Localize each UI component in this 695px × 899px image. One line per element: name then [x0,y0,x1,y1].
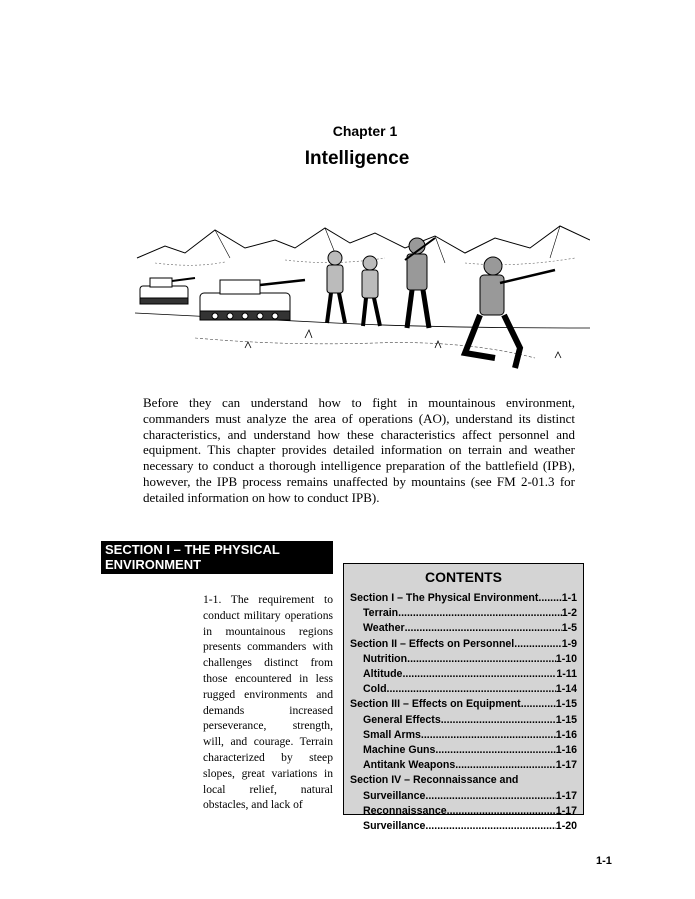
toc-leader-dots [447,804,556,819]
toc-leader-dots [538,591,561,606]
mountain-infantry-tanks-illustration [135,218,590,386]
toc-entry-label: Section IV – Reconnaissance and [350,774,519,787]
toc-entry[interactable] [350,804,577,819]
toc-entry[interactable] [350,819,577,834]
toc-leader-dots [455,758,556,773]
page-number: 1-1 [596,855,612,867]
toc-leader-dots [405,621,562,636]
toc-entry-page: 1-2 [561,607,577,620]
toc-leader-dots [407,652,556,667]
toc-entry-label: Antitank Weapons [363,759,456,772]
toc-entry-page: 1-17 [555,789,577,802]
toc-entry-page: 1-9 [561,637,577,650]
toc-entry[interactable] [350,591,577,606]
section-banner-line2: ENVIRONMENT [105,557,202,572]
toc-entry-page: 1-11 [556,668,577,681]
toc-leader-dots [435,743,555,758]
toc-entry[interactable] [350,789,577,804]
contents-list [350,591,577,834]
contents-title: CONTENTS [425,569,502,585]
toc-entry-page: 1-15 [555,698,577,711]
toc-leader-dots [425,789,555,804]
toc-entry[interactable] [350,728,577,743]
toc-entry-page: 1-17 [555,759,577,772]
toc-entry[interactable] [350,606,577,621]
section-banner [101,541,333,574]
toc-entry-page: 1-5 [561,622,577,635]
toc-entry-label: Cold [363,683,387,696]
toc-leader-dots [425,819,555,834]
toc-leader-dots [402,667,556,682]
toc-entry-label: Surveillance [363,820,426,833]
soldier-kneeling-rifle [465,257,555,368]
toc-leader-dots [521,697,556,712]
toc-leader-dots [514,637,561,652]
toc-entry[interactable] [350,637,577,652]
toc-entry-label: Section II – Effects on Personnel [350,637,515,650]
toc-entry[interactable] [350,682,577,697]
soldier-3 [405,238,435,328]
toc-entry-page: 1-15 [555,713,577,726]
tank-left [140,278,195,304]
toc-entry[interactable] [350,713,577,728]
toc-entry[interactable] [350,667,577,682]
toc-entry[interactable] [350,697,577,712]
soldier-1 [327,251,345,323]
toc-entry[interactable] [350,743,577,758]
toc-entry[interactable] [350,758,577,773]
section-banner-line1: SECTION I – THE PHYSICAL [105,542,280,557]
toc-entry-label: Nutrition [363,652,408,665]
soldier-2 [362,256,380,326]
toc-entry-page: 1-17 [555,804,577,817]
toc-entry-label: Machine Guns [363,744,436,757]
tank-middle [200,280,305,320]
toc-entry-label: Section III – Effects on Equipment [350,698,521,711]
toc-entry-page: 1-16 [555,728,577,741]
contents-box [343,563,584,833]
section-paragraph: 1-1. The requirement to conduct military operations in mountainous regions presents commanders with challenges distinct from those encountered in less rugged environments and demands increased perseverance, strength, will, and courage. Terrain characterized by steep slopes, great variations in local relief, natural obstacles, and lack of [203,593,333,812]
toc-entry-page: 1-16 [555,744,577,757]
toc-entry-label: Small Arms [363,728,421,741]
toc-entry-page: 1-1 [561,592,577,604]
intro-paragraph: Before they can understand how to fight in mountainous environment, commanders must analyze the area of operations (AO), understand its distinct characteristics, and understand how these characteristics affect personnel and equipment. This chapter provides detailed information on terrain and weather necessary to conduct a thorough intelligence preparation of the battlefield (IPB), however, the IPB process remains unaffected by mountains (see FM 2-01.3 for detailed information on how to conduct IPB). [143,395,575,505]
toc-entry-label: Terrain [363,607,399,620]
toc-leader-dots [421,728,556,743]
toc-entry-label: Surveillance [363,789,426,802]
chapter-title: Intelligence [304,148,410,169]
toc-leader-dots [387,682,556,697]
mountain-ridge [137,226,590,258]
toc-entry-page: 1-14 [555,683,577,696]
toc-entry-page: 1-20 [555,820,577,833]
toc-entry-label: Weather [363,622,405,635]
toc-entry-page: 1-10 [555,652,577,665]
toc-leader-dots [398,606,562,621]
toc-entry[interactable] [350,652,577,667]
toc-leader-dots [441,713,556,728]
toc-entry-label: Reconnaissance [363,804,447,817]
toc-entry[interactable] [350,773,577,788]
toc-entry-label: Altitude [363,668,403,681]
chapter-label: Chapter 1 [332,123,398,139]
toc-entry-label: General Effects [363,713,441,726]
toc-entry[interactable] [350,621,577,636]
toc-entry-label: Section I – The Physical Environment [350,592,539,604]
